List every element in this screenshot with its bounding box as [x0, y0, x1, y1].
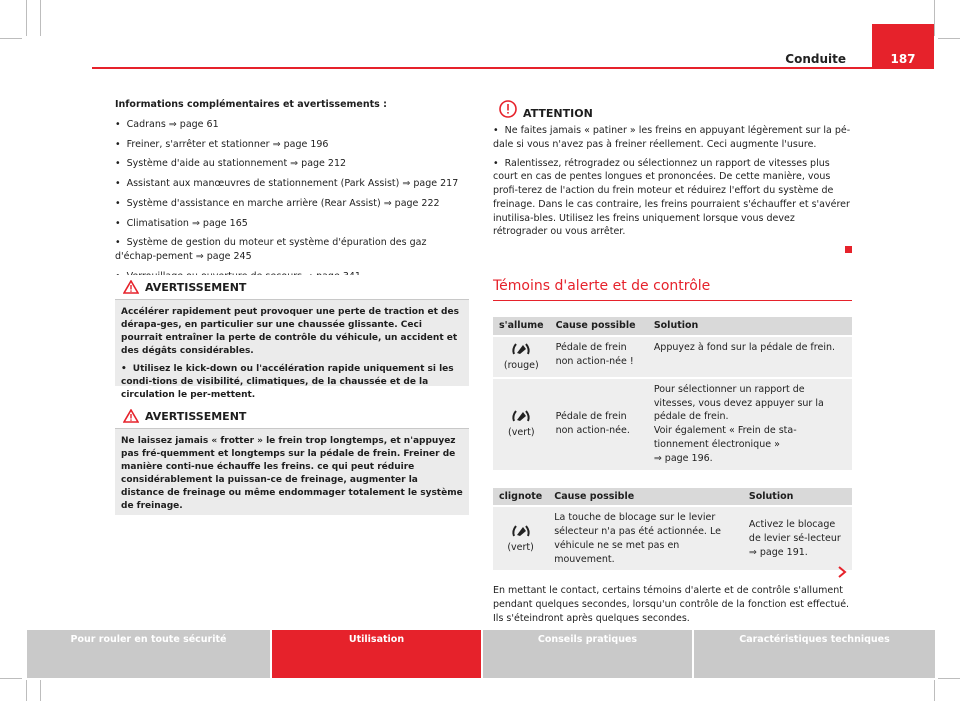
crop-mark — [40, 680, 41, 701]
closing-text: En mettant le contact, certains témoins d'alerte et de contrôle s'allument pendant quelques secondes, lorsqu'un contrôle de la fonction est effectué. Ils s'éteindront après quelques secondes. — [493, 585, 850, 624]
end-marker — [493, 244, 852, 252]
attention-icon — [499, 100, 517, 118]
crop-mark — [0, 38, 22, 39]
warning-triangle-icon — [123, 280, 139, 294]
warning-body — [115, 300, 469, 415]
table-row — [493, 337, 852, 377]
warning-header — [115, 404, 469, 429]
info-heading: Informations complémentaires et avertissements : — [115, 99, 387, 110]
table-cell: Pédale de frein non action-née ! — [550, 337, 648, 377]
table-header: Cause possible — [550, 317, 648, 335]
list-item: • Système d'assistance en marche arrière (Rear Assist) ⇒ page 222 — [115, 197, 440, 209]
table-header: Cause possible — [548, 488, 743, 506]
warning-triangle-icon — [123, 409, 139, 423]
foot-brake-icon — [510, 408, 532, 424]
crop-mark — [934, 0, 935, 36]
table-cell: Appuyez à fond sur la pédale de frein. — [648, 337, 852, 377]
warning-title: AVERTISSEMENT — [145, 410, 247, 423]
warning-box-2 — [115, 404, 469, 515]
table-cell: Activez le blocage de levier sé-lecteur ⇒ page 191. — [743, 507, 852, 570]
foot-brake-icon — [510, 341, 532, 357]
table-header-row — [493, 317, 852, 335]
page-number-box — [872, 24, 934, 68]
warning-text: Accélérer rapidement peut provoquer une perte de traction et des dérapa-ges, en particulier sur une chaussée glissante. Ceci pourrait entraîner la perte de contrôle du véhicule, un accident et des dégâts considérables. — [121, 307, 459, 357]
attention-header — [493, 98, 852, 120]
tab-pour-rouler[interactable]: Pour rouler en toute sécurité — [27, 630, 270, 678]
page-reference[interactable]: ⇒ page 196. — [653, 452, 713, 464]
header-rule — [92, 67, 934, 69]
warning-title: AVERTISSEMENT — [145, 281, 247, 294]
foot-brake-icon — [510, 523, 532, 539]
table-row — [493, 379, 852, 470]
info-list — [115, 118, 469, 284]
page-header — [92, 48, 934, 68]
table-cell: Pour sélectionner un rapport de vitesses, vous devez appuyer sur la pédale de frein. Voir également « Frein de sta-tionnement électronique » ⇒ page 196. — [648, 379, 852, 470]
attention-text: • Ralentissez, rétrogradez ou sélectionnez un rapport de vitesses plus court en cas de pentes longues et prononcées. De cette manière, vous profi-terez de l'action du frein moteur et réduirez l'effort du système de freinage. Dans le cas contraire, les freins pourraient s'échauffer et s'avérer inutilisa-bles. Utilisez les freins uniquement lorsque vous devez rétrograder ou vous arrêter. — [493, 157, 850, 238]
footer-nav — [27, 630, 935, 678]
indicator-table-flash — [493, 486, 852, 573]
crop-mark — [938, 38, 960, 39]
table-cell-icon — [493, 337, 550, 377]
table-header: clignote — [493, 488, 548, 506]
crop-mark — [934, 680, 935, 701]
table-header-row — [493, 488, 852, 506]
crop-mark — [0, 678, 22, 679]
table-cell-icon — [493, 379, 550, 470]
warning-text: • Utilisez le kick-down ou l'accélération rapide uniquement si les condi-tions de visibilité, climatiques, de la chaussée et de la circulation le per-mettent. — [121, 364, 454, 401]
icon-color-label: (vert) — [507, 541, 534, 553]
warning-header — [115, 275, 469, 300]
table-header: Solution — [648, 317, 852, 335]
attention-title: ATTENTION — [523, 107, 593, 120]
list-item: • Assistant aux manœuvres de stationnement (Park Assist) ⇒ page 217 — [115, 178, 459, 190]
left-column — [115, 98, 469, 290]
table-cell: La touche de blocage sur le levier sélecteur n'a pas été actionnée. Le véhicule ne se met pas en mouvement. — [548, 507, 743, 570]
list-item: • Climatisation ⇒ page 165 — [115, 217, 248, 229]
table-cell: Pédale de frein non action-née. — [550, 379, 648, 470]
tab-conseils-pratiques[interactable]: Conseils pratiques — [483, 630, 692, 678]
page-title: Conduite — [785, 52, 846, 66]
table-header: Solution — [743, 488, 852, 506]
table-header: s'allume — [493, 317, 550, 335]
crop-mark — [938, 678, 960, 679]
continue-arrow-icon — [836, 566, 848, 578]
warning-text: Ne laissez jamais « frotter » le frein trop longtemps, et n'appuyez pas fré-quemment et longtemps sur la pédale de frein. Freiner de manière conti-nue échauffe les freins. ce qui peut réduire considérablement la puissan-ce de freinage, augmenter la distance de freinage ou même endommager totalement le système de freinage. — [121, 436, 463, 512]
icon-color-label: (rouge) — [503, 360, 539, 372]
page-number: 187 — [890, 52, 916, 66]
crop-mark — [26, 680, 27, 701]
warning-box-1 — [115, 275, 469, 401]
table-cell-icon — [493, 507, 548, 570]
tab-caracteristiques[interactable]: Caractéristiques techniques — [694, 630, 935, 678]
section-title: Témoins d'alerte et de contrôle — [493, 276, 852, 301]
icon-color-label: (vert) — [508, 427, 535, 439]
right-column — [493, 98, 852, 631]
crop-mark — [40, 0, 41, 36]
indicator-table-on — [493, 315, 852, 471]
warning-body — [115, 429, 469, 526]
table-row — [493, 507, 852, 570]
attention-text: • Ne faites jamais « patiner » les freins en appuyant légèrement sur la pé-dale si vous n'avez pas à freiner réellement. Ceci augmente l'usure. — [493, 125, 851, 150]
list-item: • Cadrans ⇒ page 61 — [115, 118, 219, 130]
crop-mark — [26, 0, 27, 36]
list-item: • Système d'aide au stationnement ⇒ page 212 — [115, 158, 347, 170]
list-item: • Freiner, s'arrêter et stationner ⇒ page 196 — [115, 138, 329, 150]
list-item: • Système de gestion du moteur et système d'épuration des gaz d'échap-pement ⇒ page 245 — [115, 237, 427, 263]
end-square-icon — [845, 246, 852, 253]
tab-utilisation[interactable]: Utilisation — [272, 630, 481, 678]
